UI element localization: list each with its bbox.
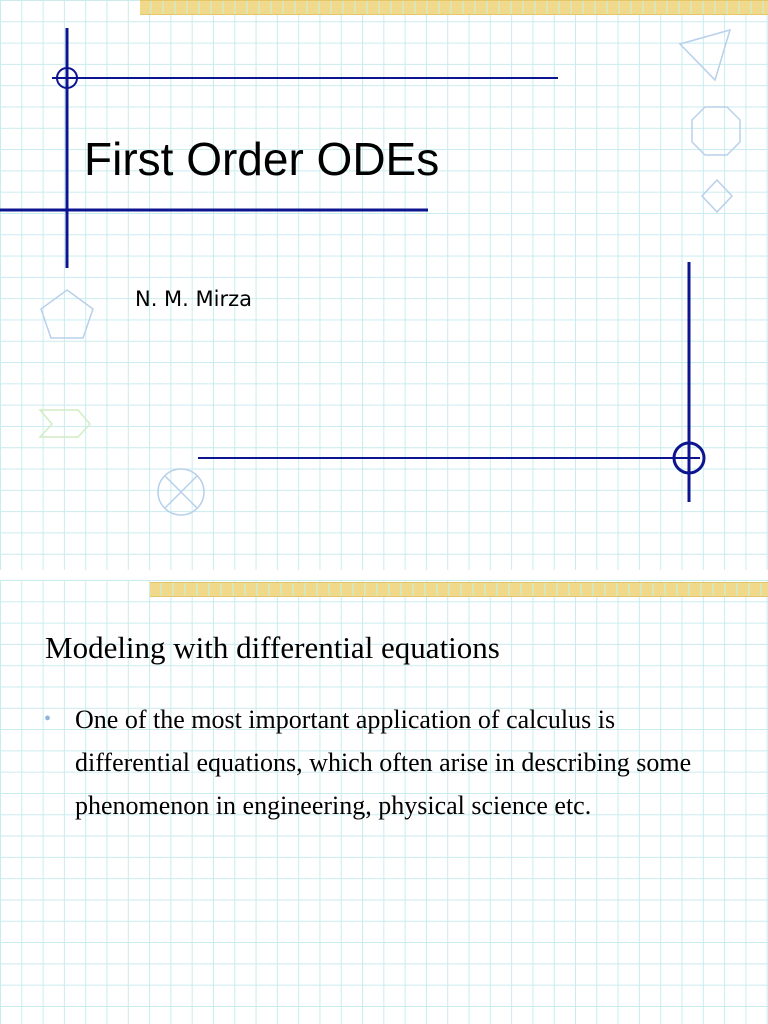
bullet-icon: •	[44, 708, 52, 730]
slide-title: First Order ODEs	[84, 133, 440, 185]
author-name: N. M. Mirza	[135, 287, 253, 311]
bullet-item	[40, 698, 730, 827]
pentagon-outline-icon	[41, 290, 93, 338]
slide-heading: Modeling with differential equations	[45, 630, 500, 665]
diamond-outline-icon	[702, 180, 732, 212]
bullet-list	[40, 698, 730, 827]
content-slide	[0, 580, 768, 1024]
octagon-outline-icon	[692, 107, 740, 155]
triangle-outline-icon	[680, 30, 730, 80]
decorative-top-bar	[150, 582, 768, 597]
bullet-text: One of the most important application of calculus is differential equations, which often arise in describing some phenomenon in engineering, physical science etc.	[75, 705, 692, 820]
chevron-outline-icon	[40, 410, 90, 437]
